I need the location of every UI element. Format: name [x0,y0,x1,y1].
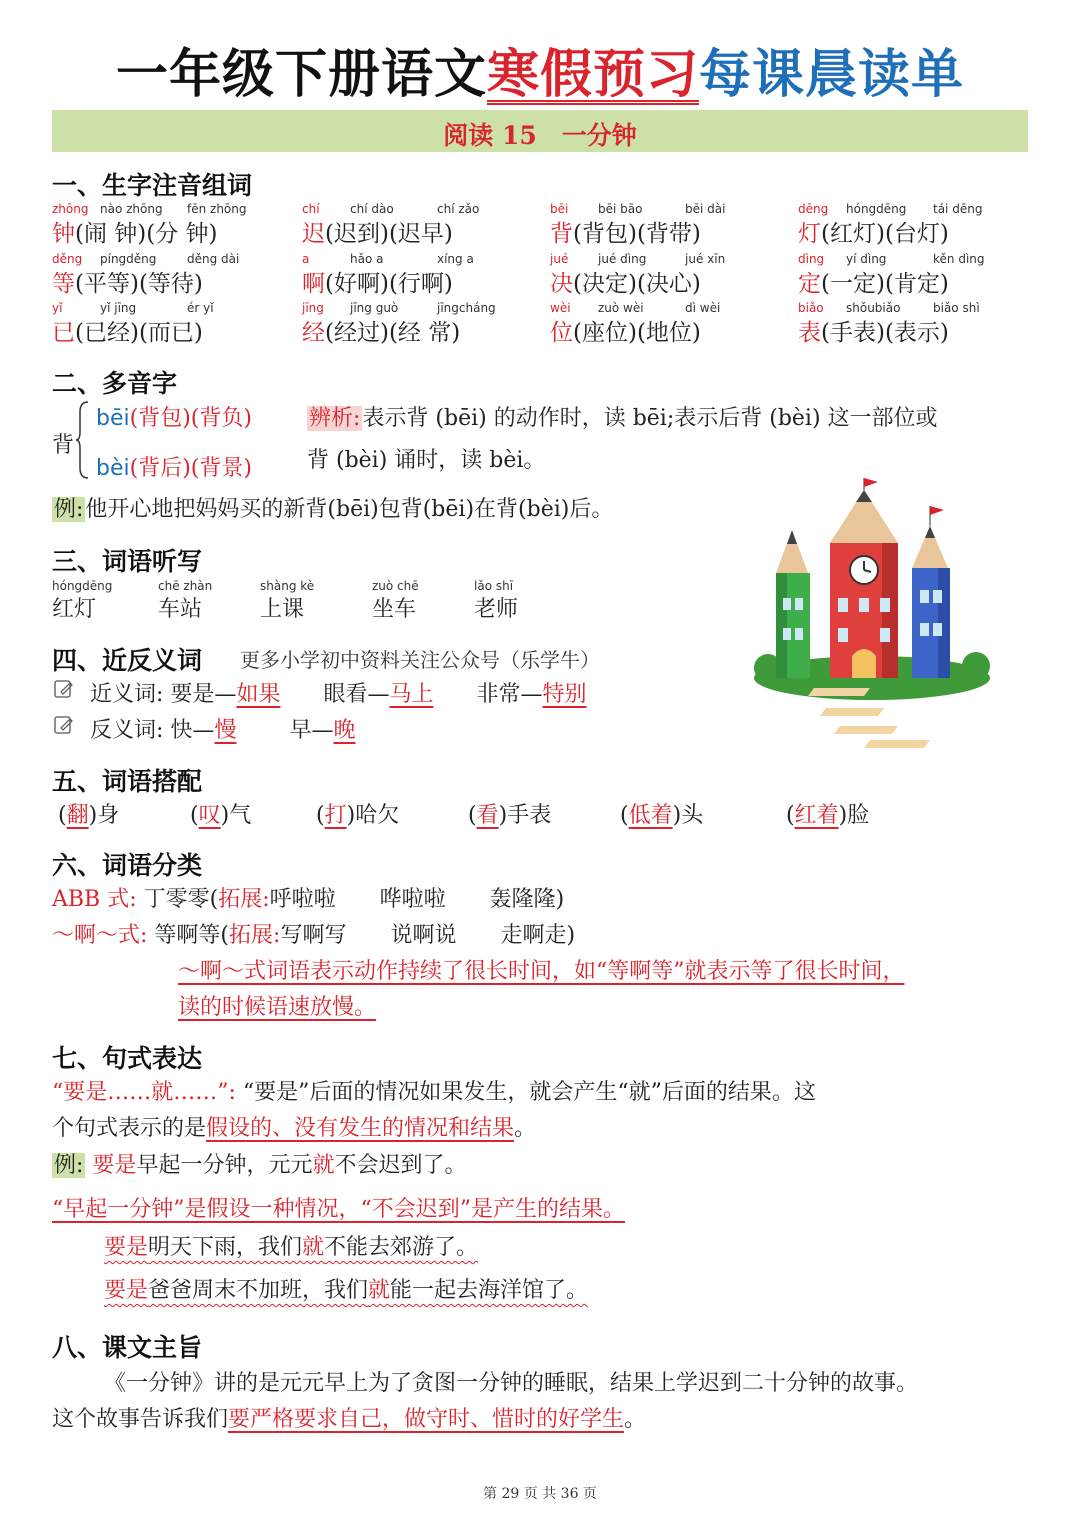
collocation-answer: 低着 [628,803,673,828]
word: (地位) [636,320,701,346]
character: 决 [550,271,573,297]
collocation-item: (打)哈欠 [316,803,400,828]
collocation-item: (低着)头 [620,803,704,828]
word: (经 常) [388,320,461,346]
character-words [52,314,203,347]
pinyin: nào zhōng [100,202,163,216]
character-words [52,215,218,248]
dictation-word: 车站 [158,597,203,622]
pinyin: dēng [798,202,829,216]
character: 表 [798,320,821,346]
dictation-word: 红灯 [52,597,97,622]
collocation-item: (叹)气 [190,803,252,828]
word: (手表) [821,320,885,346]
antonym-pair: 早—晚 [289,718,356,743]
synonym-row: 近义词: 要是—如果 眼看—马上 非常—特别 [90,682,587,707]
pinyin: yí dìng [846,252,887,266]
collocation-word: 头 [681,803,704,828]
collocation-word: 气 [229,803,252,828]
pinyin: děng [52,252,83,266]
pinyin: chē zhàn [158,579,213,593]
pinyin: yǐ jīng [100,301,137,315]
polyphone-note-line-1: 辨析:表示背 (bēi) 的动作时，读 bēi;表示后背 (bèi) 这一部位或 [309,406,938,431]
character: 等 [52,271,75,297]
synonym-pair: 非常—特别 [476,682,587,707]
sentence-example-explanation: “早起一分钟”是假设一种情况，“不会迟到”是产生的结果。 [52,1197,625,1222]
sentence-example-1: 例: 要是早起一分钟，元元就不会迟到了。 [54,1153,467,1178]
word: (闹 钟) [75,221,147,247]
pinyin: yǐ [52,301,63,315]
pinyin: jué [550,252,569,266]
synonym-pair: 要是—如果 [170,682,281,707]
word: (座位) [573,320,637,346]
pinyin: kěn dìng [933,252,985,266]
character-words [798,265,949,298]
section-heading-polyphone: 二、多音字 [52,369,178,398]
word: (台灯) [884,221,949,247]
pinyin: dìng [798,252,825,266]
character: 定 [798,271,821,297]
character: 已 [52,320,75,346]
polyphone-char: 背 [52,433,75,458]
character: 钟 [52,221,75,247]
word: (已经) [75,320,139,346]
word: (迟到) [325,221,389,247]
character-words [52,265,203,298]
word: (背包) [573,221,637,247]
pinyin: jué dìng [598,252,647,266]
pinyin: biǎo [798,301,824,315]
character-words [798,215,949,248]
pinyin: biǎo shì [933,301,980,315]
pinyin: chí dào [350,202,394,216]
character: 迟 [302,221,325,247]
sentence-example-2: 要是明天下雨，我们就不能去郊游了。 [104,1235,479,1260]
pinyin: wèi [550,301,571,315]
collocation-word: 手表 [507,803,552,828]
pinyin: jué xīn [685,252,726,266]
section-heading-classification: 六、词语分类 [52,851,203,880]
sentence-example-3: 要是爸爸周末不加班，我们就能一起去海洋馆了。 [104,1278,589,1303]
collocation-answer: 叹 [198,803,221,828]
pinyin: shàng kè [260,579,315,593]
polyphone-reading-2: bèi(背后)(背景) [96,456,252,481]
collocation-answer: 翻 [66,803,89,828]
pinyin: jīng guò [350,301,399,315]
pinyin: zuò chē [372,579,419,593]
pinyin: bēi [550,202,569,216]
polyphone-example: 例:他开心地把妈妈买的新背(bēi)包背(bēi)在背(bèi)后。 [54,497,614,522]
collocation-word: 哈欠 [355,803,400,828]
pinyin: zuò wèi [598,301,644,315]
section-heading-collocation: 五、词语搭配 [52,767,203,796]
pinyin: dì wèi [685,301,721,315]
word: (决心) [636,271,701,297]
section-heading-sentence: 七、句式表达 [52,1044,203,1073]
antonym-row: 反义词: 快—慢 早—晚 [90,718,356,743]
synonym-pair: 眼看—马上 [323,682,434,707]
pattern-explanation-2: 读的时候语速放慢。 [178,995,377,1020]
character: 啊 [302,271,325,297]
theme-line-2: 这个故事告诉我们要严格要求自己，做守时、惜时的好学生。 [52,1407,647,1432]
pencil-castle-illustration [752,478,992,753]
antonym-pair: 快—慢 [170,718,237,743]
dictation-word: 老师 [474,597,519,622]
dictation-word: 上课 [260,597,305,622]
pinyin: jīng [302,301,324,315]
word: (好啊) [325,271,389,297]
collocation-answer: 打 [324,803,347,828]
sentence-pattern-line-2: 个句式表示的是假设的、没有发生的情况和结果。 [52,1116,537,1141]
dictation-word: 坐车 [372,597,417,622]
pinyin: fēn zhōng [187,202,247,216]
word: (而已) [138,320,203,346]
pinyin: hóngdēng [52,579,113,593]
section-heading-theme: 八、课文主旨 [52,1333,203,1362]
polyphone-note-line-2: 背 (bèi) 诵时，读 bèi。 [307,448,546,473]
word: (等待) [138,271,203,297]
word: (平等) [75,271,139,297]
theme-line-1: 《一分钟》讲的是元元早上为了贪图一分钟的睡眠，结果上学迟到二十分钟的故事。 [104,1371,919,1396]
word: (背带) [636,221,701,247]
pinyin: chí zǎo [437,202,480,216]
pinyin: ér yǐ [187,301,214,315]
character: 背 [550,221,573,247]
promo-note: 更多小学初中资料关注公众号（乐学牛） [240,648,600,672]
lesson-banner [52,110,1028,152]
word: (肯定) [884,271,949,297]
pinyin: a [302,252,310,266]
pattern-explanation-1: ～啊～式词语表示动作持续了很长时间，如“等啊等”就表示等了很长时间， [178,959,905,984]
character-words [550,314,701,347]
character-words [302,314,460,347]
edit-icon [54,715,74,735]
collocation-item: (看)手表 [468,803,552,828]
sentence-pattern-line-1: “要是……就……”: “要是”后面的情况如果发生，就会产生“就”后面的结果。这 [52,1080,816,1105]
collocation-answer: 红着 [794,803,839,828]
pinyin: děng dài [187,252,240,266]
character: 位 [550,320,573,346]
page-number: 第 29 页 共 36 页 [483,1486,597,1502]
word: (红灯) [821,221,885,247]
pinyin: lǎo shī [474,579,514,593]
section-heading-dictation: 三、词语听写 [52,547,203,576]
polyphone-reading-1: bēi(背包)(背负) [96,406,252,431]
collocation-item: (翻)身 [58,803,120,828]
character: 经 [302,320,325,346]
character-words [302,265,453,298]
word: (一定) [821,271,885,297]
abb-row: ABB 式: 丁零零(拓展:呼啦啦 哗啦啦 轰隆隆) [52,887,565,912]
word: (迟早) [388,221,453,247]
a-pattern-row: ～啊～式: 等啊等(拓展:写啊写 说啊说 走啊走) [52,923,576,948]
section-heading-characters: 一、生字注音组词 [52,171,253,200]
lesson-title: 阅读 15 一分钟 [443,121,637,150]
section-heading-synonyms: 四、近反义词 [52,646,203,675]
pinyin: bēi bāo [598,202,643,216]
word: (决定) [573,271,637,297]
collocation-word: 身 [97,803,120,828]
pinyin: xíng a [437,252,474,266]
collocation-item: (红着)脸 [786,803,870,828]
pinyin: hóngdēng [846,202,907,216]
brace-icon [76,400,90,480]
pinyin: jīngcháng [437,301,496,315]
pinyin: zhōng [52,202,89,216]
word: (表示) [884,320,949,346]
word: (行啊) [388,271,453,297]
page-title: 一年级下册语文寒假预习每课晨读单 [115,45,965,105]
pinyin: bēi dài [685,202,726,216]
character: 灯 [798,221,821,247]
character-words [550,265,701,298]
character-words [798,314,949,347]
pinyin: chí [302,202,320,216]
character-words [550,215,701,248]
character-words [302,215,453,248]
collocation-word: 脸 [847,803,870,828]
pinyin: hǎo a [350,252,384,266]
edit-icon [54,679,74,699]
pinyin: shǒubiǎo [846,301,901,315]
pinyin: tái dēng [933,202,983,216]
pinyin: píngděng [100,252,157,266]
collocation-answer: 看 [476,803,499,828]
word: (经过) [325,320,389,346]
word: (分 钟) [146,221,218,247]
